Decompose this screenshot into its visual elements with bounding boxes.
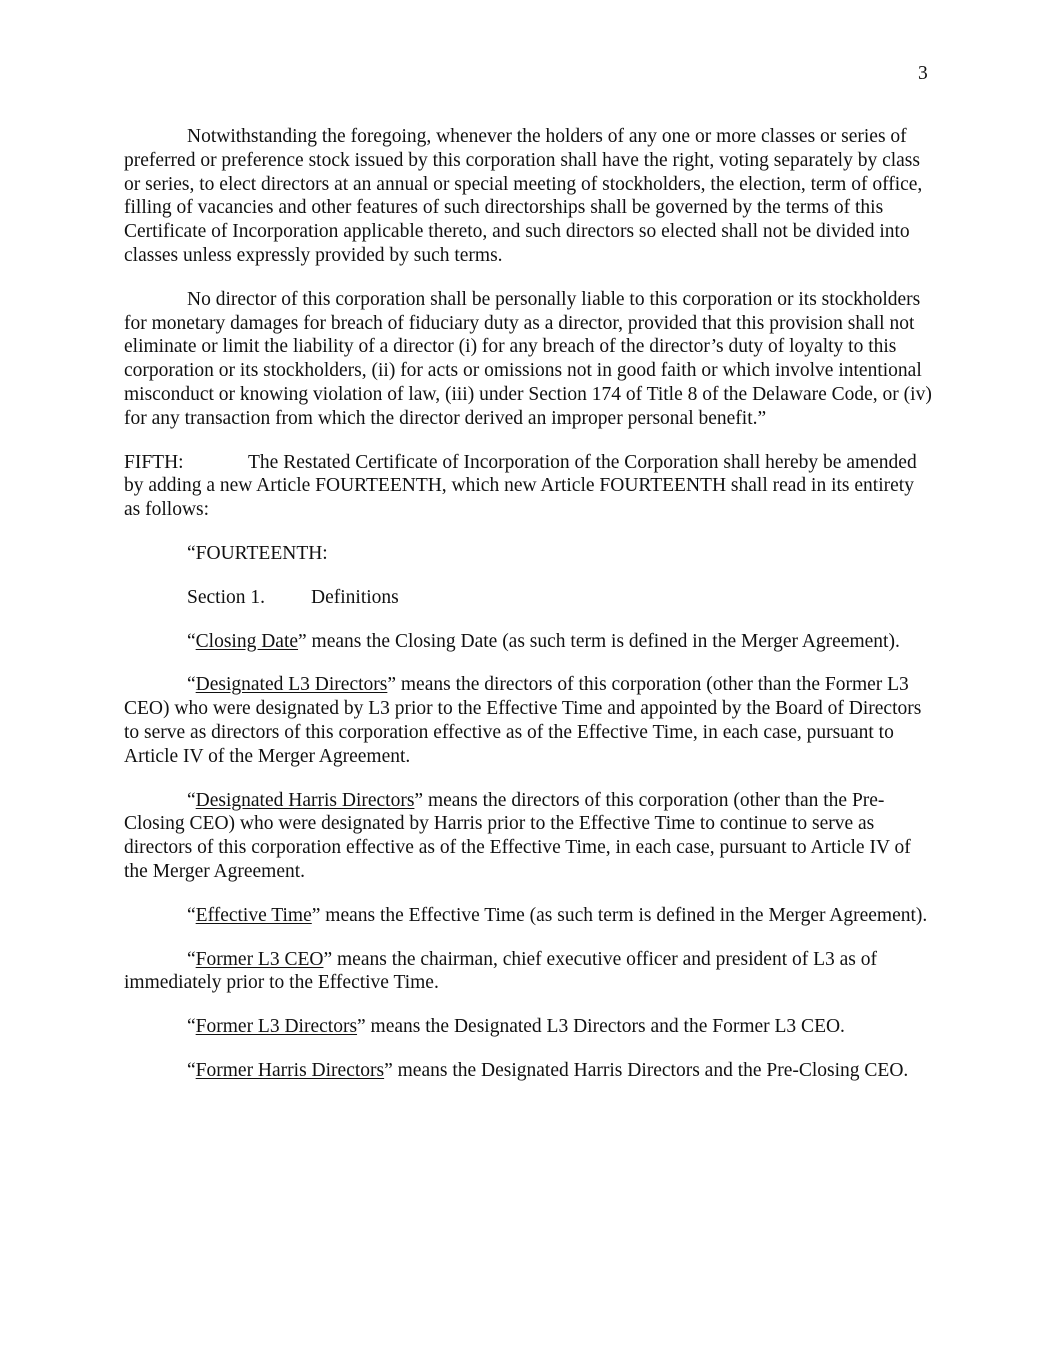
article-fourteenth-heading: “FOURTEENTH:	[187, 542, 328, 564]
definition-effective-time	[124, 904, 932, 928]
definition-text: ” means the Effective Time (as such term is defined in the Merger Agreement).	[311, 904, 928, 926]
definition-text: ” means the directors of this corporation (other than the Former L3 CEO) who were designated by L3 prior to the Effective Time and appointed by the Board of Directors to serve as directors of this corporation effective as of the Effective Time, in each case, pursuant to Article IV of the Merger Agreement.	[124, 674, 922, 767]
definition-designated-l3-directors	[124, 673, 932, 768]
open-quote: “	[187, 1059, 196, 1081]
fifth-text: The Restated Certificate of Incorporation of the Corporation shall hereby be amended by adding a new Article FOURTEENTH, which new Article FOURTEENTH shall read in its entirety as follows:	[124, 451, 917, 521]
definition-former-harris-directors	[124, 1059, 932, 1083]
definition-text: ” means the Designated L3 Directors and the Former L3 CEO.	[357, 1016, 845, 1038]
definition-former-l3-directors	[124, 1015, 932, 1039]
definition-designated-harris-directors	[124, 789, 932, 884]
defined-term: Former L3 CEO	[195, 948, 324, 970]
document-body	[124, 125, 932, 1083]
section-number: Section 1.	[187, 586, 265, 608]
paragraph-no-director-liability: No director of this corporation shall be personally liable to this corporation or its stockholders for monetary damages for breach of fiduciary duty as a director, provided that this provision shall not eliminate or limit the liability of a director (i) for any breach of the director’s duty of loyalty to this corporation or its stockholders, (ii) for acts or omissions not in good faith or which involve intentional misconduct or knowing violation of law, (iii) under Section 174 of Title 8 of the Delaware Code, or (iv) for any transaction from which the director derived an improper personal benefit.”	[124, 288, 932, 429]
definition-text: ” means the chairman, chief executive officer and president of L3 as of immediately prior to the Effective Time.	[124, 948, 878, 994]
definition-former-l3-ceo	[124, 948, 932, 996]
fifth-label: FIFTH:	[124, 451, 184, 473]
definition-text: ” means the Closing Date (as such term is defined in the Merger Agreement).	[298, 630, 900, 652]
open-quote: “	[187, 630, 196, 652]
open-quote: “	[187, 789, 196, 811]
definition-closing-date	[124, 630, 932, 654]
open-quote: “	[187, 674, 196, 696]
defined-term: Former Harris Directors	[195, 1059, 385, 1081]
paragraph-fifth	[124, 451, 932, 522]
section-heading	[124, 586, 932, 610]
open-quote: “	[187, 904, 196, 926]
definition-text: ” means the directors of this corporation (other than the Pre-Closing CEO) who were designated by Harris prior to the Effective Time to continue to serve as directors of this corporation effective as of the Effective Time, in each case, pursuant to Article IV of the Merger Agreement.	[124, 789, 911, 882]
defined-term: Designated Harris Directors	[195, 789, 415, 811]
defined-term: Former L3 Directors	[195, 1016, 358, 1038]
open-quote: “	[187, 1016, 196, 1038]
page-number: 3	[918, 63, 928, 84]
defined-term: Closing Date	[195, 630, 299, 652]
defined-term: Effective Time	[195, 904, 312, 926]
section-title: Definitions	[311, 586, 399, 608]
defined-term: Designated L3 Directors	[195, 674, 388, 696]
open-quote: “	[187, 948, 196, 970]
paragraph-notwithstanding: Notwithstanding the foregoing, whenever the holders of any one or more classes or series of preferred or preference stock issued by this corporation shall have the right, voting separately by class or series, to elect directors at an annual or special meeting of stockholders, the election, term of office, filling of vacancies and other features of such directorships shall be governed by the terms of this Certificate of Incorporation applicable thereto, and such directors so elected shall not be divided into classes unless expressly provided by such terms.	[124, 126, 923, 266]
definition-text: ” means the Designated Harris Directors and the Pre-Closing CEO.	[384, 1059, 909, 1081]
